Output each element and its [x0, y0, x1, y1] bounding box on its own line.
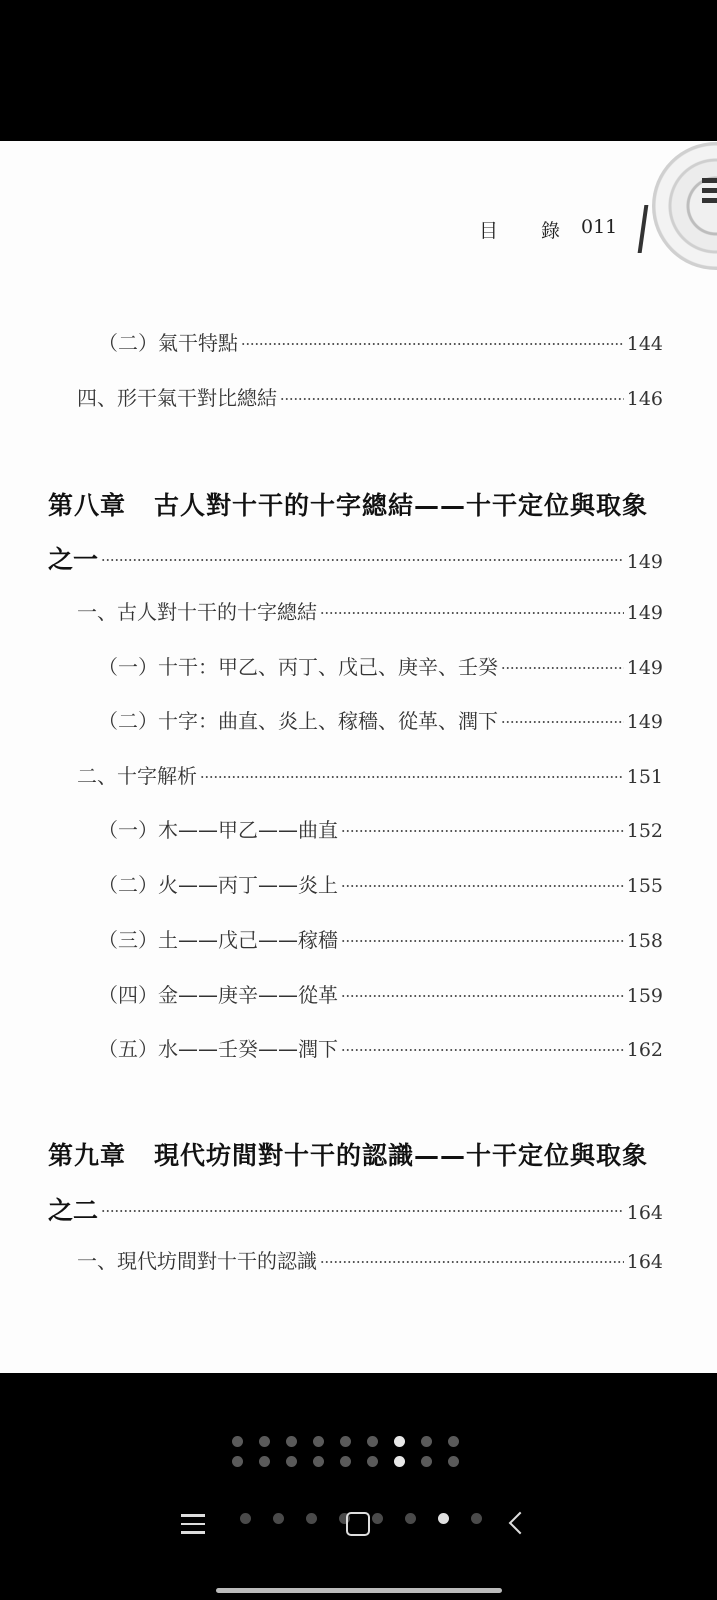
- leader-dots: [341, 885, 624, 887]
- page-indicator-row-2: [232, 1456, 459, 1467]
- chapter-heading[interactable]: [48, 486, 648, 522]
- leader-dots: [320, 612, 624, 614]
- leader-dots: [341, 830, 624, 832]
- toc-entry-title: （五）水——壬癸——潤下: [98, 1037, 338, 1061]
- leader-dots: [241, 343, 624, 345]
- chapter-heading-continuation[interactable]: [48, 540, 663, 576]
- toc-entry[interactable]: [98, 814, 663, 843]
- toc-entry-title: （三）土——戊己——稼穡: [98, 928, 338, 952]
- book-page: [0, 141, 717, 1373]
- toc-entry[interactable]: [98, 651, 663, 680]
- page-dot[interactable]: [259, 1436, 270, 1447]
- home-icon[interactable]: [346, 1512, 370, 1536]
- toc-entry-title: （一）十干：甲乙、丙丁、戊己、庚辛、壬癸: [98, 655, 498, 679]
- chapter-title-tail: 之二: [48, 1196, 99, 1225]
- toc-entry[interactable]: [98, 705, 663, 734]
- leader-dots: [101, 559, 624, 561]
- leader-dots: [200, 776, 624, 778]
- leader-dots: [320, 1261, 624, 1263]
- leader-dots: [341, 940, 624, 942]
- page-dot[interactable]: [286, 1436, 297, 1447]
- toc-entry-title: （二）火——丙丁——炎上: [98, 873, 338, 897]
- page-dot[interactable]: [448, 1456, 459, 1467]
- chapter-heading-continuation[interactable]: [48, 1191, 663, 1227]
- page-dot[interactable]: [313, 1456, 324, 1467]
- page-dot[interactable]: [421, 1456, 432, 1467]
- toc-entry-title: （二）氣干特點: [98, 331, 238, 355]
- toc-entry[interactable]: [98, 979, 663, 1008]
- toc-entry-page: 159: [626, 985, 663, 1007]
- toc-entry-page: 149: [626, 602, 663, 624]
- toc-entry-page: 149: [626, 551, 663, 573]
- leader-dots: [101, 1210, 624, 1212]
- toc-entry-title: 四、形干氣干對比總結: [77, 386, 277, 410]
- page-dot[interactable]: [286, 1456, 297, 1467]
- toc-entry-page: 144: [626, 333, 663, 355]
- page-dot[interactable]: [232, 1436, 243, 1447]
- page-dot[interactable]: [340, 1436, 351, 1447]
- toc-entry-page: 158: [626, 930, 663, 952]
- toc-entry-page: 164: [626, 1202, 663, 1224]
- chapter-title: 現代坊間對十干的認識——十干定位與取象: [154, 1141, 649, 1170]
- leader-dots: [501, 667, 624, 669]
- chapter-title: 古人對十干的十字總結——十干定位與取象: [154, 491, 649, 520]
- leader-dots: [341, 1049, 624, 1051]
- header-divider: [638, 205, 649, 253]
- toc-entry[interactable]: [77, 382, 663, 411]
- leader-dots: [341, 995, 624, 997]
- page-dot[interactable]: [232, 1456, 243, 1467]
- toc-entry-title: 一、古人對十干的十字總結: [77, 600, 317, 624]
- bagua-seal-image: [652, 142, 717, 270]
- toc-entry[interactable]: [98, 924, 663, 953]
- chapter-number: 第九章: [48, 1141, 127, 1170]
- toc-entry-title: （二）十字：曲直、炎上、稼穡、從革、潤下: [98, 709, 498, 733]
- toc-entry-title: （一）木——甲乙——曲直: [98, 818, 338, 842]
- toc-entry-title: （四）金——庚辛——從革: [98, 983, 338, 1007]
- back-icon[interactable]: [509, 1512, 532, 1535]
- menu-icon[interactable]: [181, 1514, 205, 1540]
- header-label-mu: 目: [479, 220, 499, 242]
- page-dot[interactable]: [259, 1456, 270, 1467]
- toc-entry[interactable]: [98, 869, 663, 898]
- page-dot[interactable]: [367, 1436, 378, 1447]
- toc-entry[interactable]: [77, 760, 663, 789]
- toc-entry-page: 151: [626, 766, 663, 788]
- page-indicator-row-1: [232, 1436, 459, 1447]
- toc-entry-page: 155: [626, 875, 663, 897]
- leader-dots: [280, 398, 624, 400]
- leader-dots: [501, 721, 624, 723]
- toc-entry-page: 162: [626, 1039, 663, 1061]
- system-nav-bar: [0, 1508, 717, 1548]
- toc-entry[interactable]: [77, 1245, 663, 1274]
- chapter-number: 第八章: [48, 491, 127, 520]
- page-dot[interactable]: [340, 1456, 351, 1467]
- header-page-number: 011: [581, 216, 618, 238]
- chapter-heading[interactable]: [48, 1136, 648, 1172]
- page-dot-current[interactable]: [394, 1456, 405, 1467]
- toc-entry[interactable]: [98, 1033, 663, 1062]
- toc-entry-page: 146: [626, 388, 663, 410]
- toc-entry-title: 二、十字解析: [77, 764, 197, 788]
- home-indicator[interactable]: [216, 1588, 502, 1593]
- toc-entry[interactable]: [98, 327, 663, 356]
- page-dot[interactable]: [313, 1436, 324, 1447]
- toc-entry[interactable]: [77, 596, 663, 625]
- toc-entry-page: 152: [626, 820, 663, 842]
- header-label-lu: 錄: [541, 220, 561, 242]
- toc-entry-title: 一、現代坊間對十干的認識: [77, 1249, 317, 1273]
- page-dot-current[interactable]: [394, 1436, 405, 1447]
- page-dot[interactable]: [448, 1436, 459, 1447]
- toc-entry-page: 164: [626, 1251, 663, 1273]
- toc-entry-page: 149: [626, 657, 663, 679]
- trigram-icon: [702, 178, 717, 208]
- page-dot[interactable]: [367, 1456, 378, 1467]
- chapter-title-tail: 之一: [48, 545, 99, 574]
- toc-entry-page: 149: [626, 711, 663, 733]
- page-dot[interactable]: [421, 1436, 432, 1447]
